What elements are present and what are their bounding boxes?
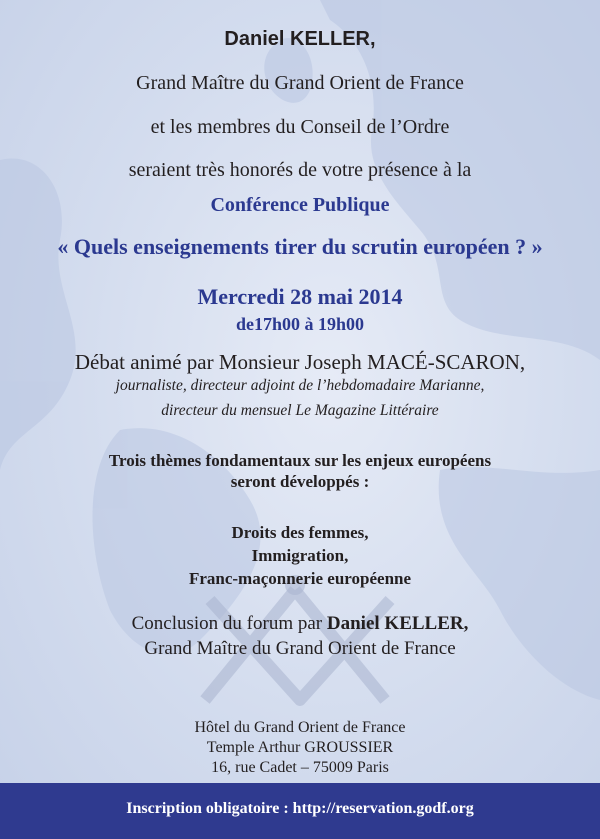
signatory-title: Grand Maître du Grand Orient de France bbox=[136, 72, 464, 94]
event-title: « Quels enseignements tirer du scrutin européen ? » bbox=[57, 234, 543, 259]
address-venue: Hôtel du Grand Orient de France bbox=[194, 719, 406, 736]
address-street: 16, rue Cadet – 75009 Paris bbox=[211, 759, 389, 776]
invitation-line: seraient très honorés de votre présence à la bbox=[128, 159, 472, 181]
conclusion-prefix: Conclusion du forum par bbox=[131, 613, 327, 634]
event-hours: de17h00 à 19h00 bbox=[235, 314, 365, 334]
theme-item: Droits des femmes, bbox=[231, 523, 369, 542]
theme-item: Immigration, bbox=[251, 546, 349, 565]
council-line: et les membres du Conseil de l’Ordre bbox=[150, 116, 450, 138]
signatory-name: Daniel KELLER, bbox=[224, 28, 376, 50]
moderator-role-2: directeur du mensuel Le Magazine Littéraire bbox=[161, 402, 439, 419]
registration-footer bbox=[0, 783, 600, 839]
theme-item: Franc-maçonnerie européenne bbox=[188, 569, 412, 588]
event-date: Mercredi 28 mai 2014 bbox=[197, 284, 403, 309]
moderator-role-1: journaliste, directeur adjoint de l’hebdomadaire Marianne, bbox=[115, 377, 485, 394]
conclusion-line bbox=[0, 613, 600, 635]
themes-intro-2: seront développés : bbox=[230, 472, 370, 491]
event-type: Conférence Publique bbox=[210, 194, 390, 216]
conclusion-name: Daniel KELLER, bbox=[326, 613, 469, 634]
registration-link[interactable]: Inscription obligatoire : http://reservation.godf.org bbox=[126, 800, 474, 817]
themes-intro-1: Trois thèmes fondamentaux sur les enjeux européens bbox=[108, 451, 492, 470]
conclusion-title: Grand Maître du Grand Orient de France bbox=[144, 638, 456, 659]
address-temple: Temple Arthur GROUSSIER bbox=[206, 739, 394, 756]
moderator-line: Débat animé par Monsieur Joseph MACÉ-SCARON, bbox=[74, 350, 526, 374]
